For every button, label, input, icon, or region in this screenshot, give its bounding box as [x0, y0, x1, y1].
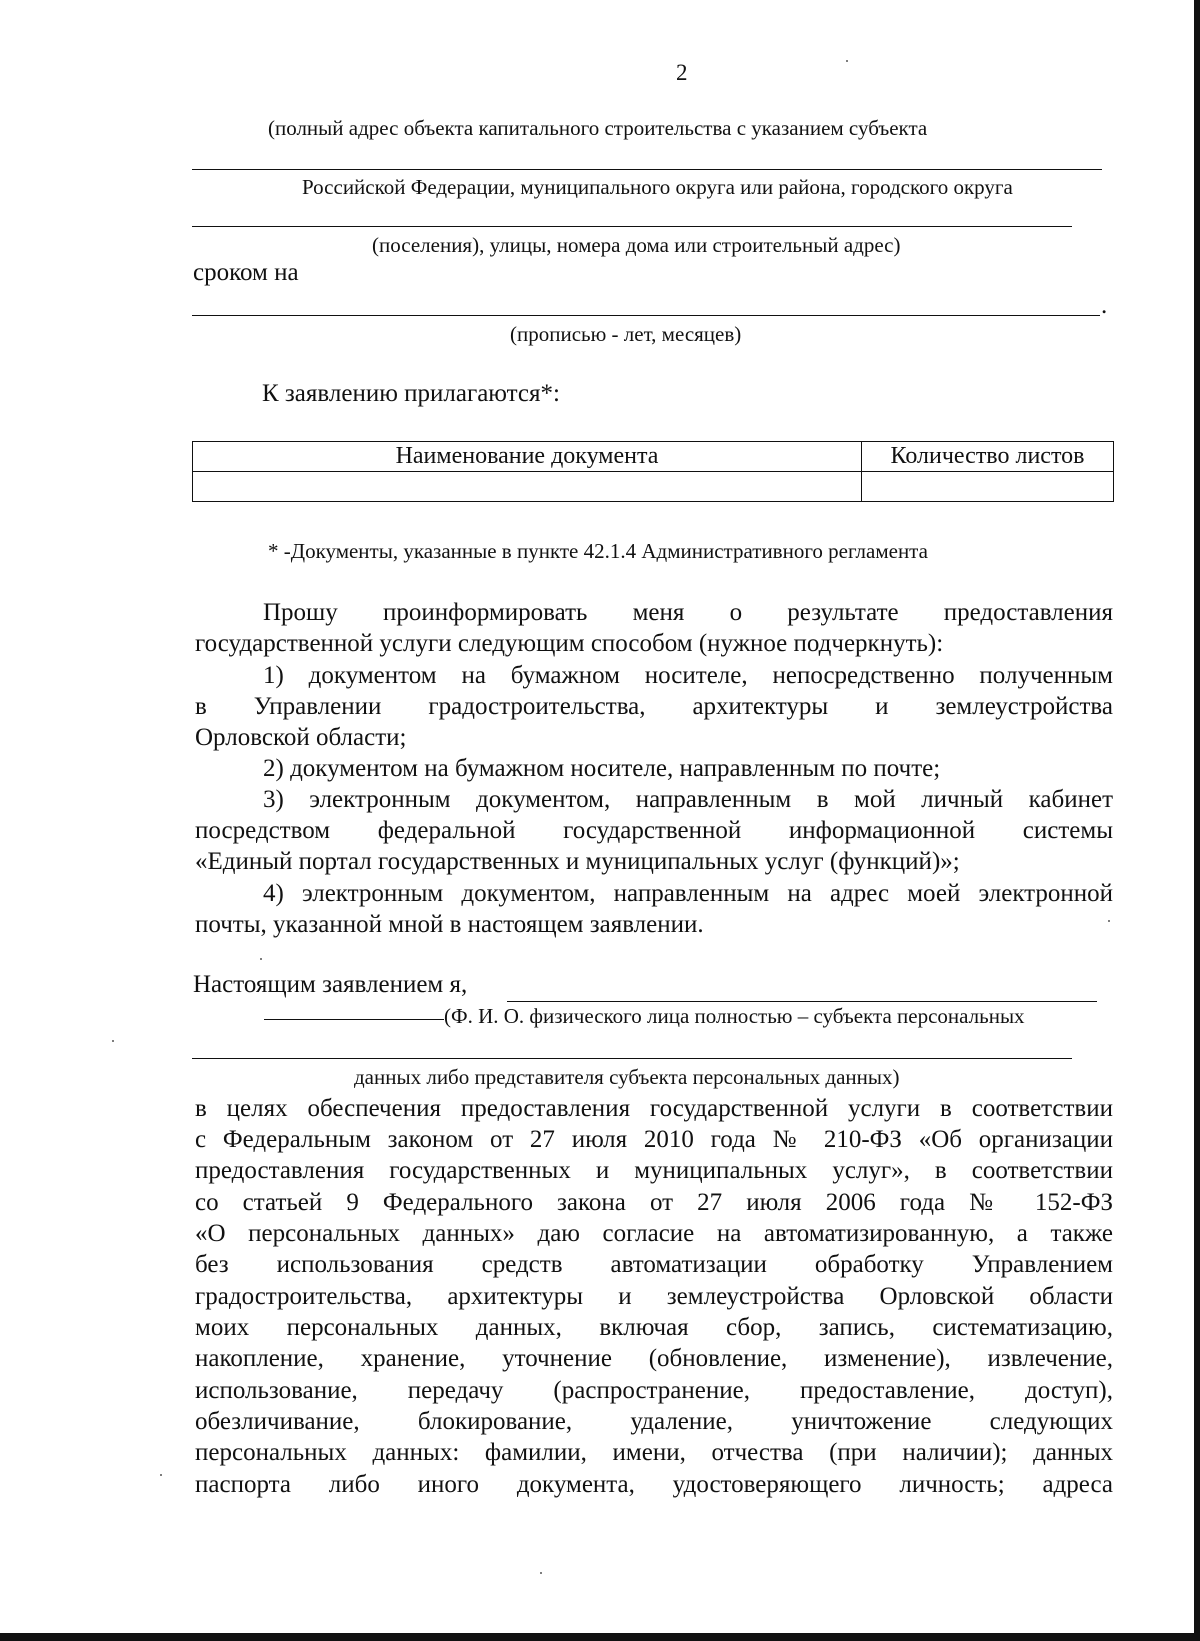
option-2: 2) документом на бумажном носителе, направленным по почте; — [263, 755, 941, 782]
scan-speck — [540, 1572, 542, 1574]
col-sheets-header: Количество листов — [862, 442, 1114, 472]
consent-line: обезличивание, блокирование, удаление, уничтожение следующих — [195, 1408, 1113, 1435]
term-hint: (прописью - лет, месяцев) — [510, 322, 742, 346]
consent-line: в целях обеспечения предоставления государственной услуги в соответствии — [195, 1095, 1113, 1122]
consent-line: с Федеральным законом от 27 июля 2010 года № 210-ФЗ «Об организации — [195, 1126, 1113, 1153]
consent-intro: Настоящим заявлением я, — [193, 971, 468, 998]
option-1-line-3: Орловской области; — [195, 724, 407, 751]
option-4-line-2: почты, указанной мной в настоящем заявлении. — [195, 911, 704, 938]
person-hint-1: (Ф. И. О. физического лица полностью – субъекта персональных — [444, 1004, 1025, 1028]
address-hint-3: (поселения), улицы, номера дома или строительный адрес) — [372, 233, 901, 257]
scan-bottom-edge — [0, 1633, 1200, 1641]
option-1-line-2: в Управлении градостроительства, архитектуры и землеустройства — [195, 693, 1113, 720]
scan-speck — [846, 60, 848, 62]
consent-line: накопление, хранение, уточнение (обновление, изменение), извлечение, — [195, 1345, 1113, 1372]
scan-speck — [1108, 920, 1110, 922]
name-fill-line-lead — [264, 1019, 444, 1020]
option-3-line-1: 3) электронным документом, направленным в мой личный кабинет — [263, 786, 1113, 813]
consent-line: персональных данных: фамилии, имени, отчества (при наличии); данных — [195, 1439, 1113, 1466]
consent-line: без использования средств автоматизации обработку Управлением — [195, 1251, 1113, 1278]
person-hint-2: данных либо представителя субъекта персональных данных) — [354, 1065, 900, 1089]
col-name-header: Наименование документа — [193, 442, 862, 472]
address-hint-2: Российской Федерации, муниципального округа или района, городского округа — [302, 175, 1013, 199]
inform-request-paragraph — [195, 597, 1113, 628]
scan-speck — [260, 958, 262, 960]
name-fill-line — [507, 1001, 1097, 1002]
option-3-line-2: посредством федеральной государственной информационной системы — [195, 817, 1113, 844]
consent-line: «О персональных данных» даю согласие на автоматизированную, а также — [195, 1220, 1113, 1247]
table-cell-name — [193, 472, 862, 502]
consent-line: моих персональных данных, включая сбор, запись, систематизацию, — [195, 1314, 1113, 1341]
attachments-label: К заявлению прилагаются*: — [262, 380, 560, 407]
option-3-line-3: «Единый портал государственных и муниципальных услуг (функций)»; — [195, 848, 960, 875]
consent-line: использование, передачу (распространение, предоставление, доступ), — [195, 1377, 1113, 1404]
name-fill-line-2 — [192, 1058, 1072, 1059]
inform-request-line-1: Прошу проинформировать меня о результате предоставления — [263, 599, 1113, 626]
consent-line: паспорта либо иного документа, удостоверяющего личность; адреса — [195, 1471, 1113, 1498]
table-row — [193, 472, 1114, 502]
address-hint-1: (полный адрес объекта капитального строительства с указанием субъекта — [268, 116, 928, 140]
scan-edge — [1194, 0, 1200, 1641]
scan-speck — [112, 1040, 114, 1042]
option-4-line-1: 4) электронным документом, направленным на адрес моей электронной — [263, 880, 1113, 907]
table-header-row — [193, 442, 1114, 472]
attachments-table — [192, 441, 1114, 502]
consent-line: предоставления государственных и муниципальных услуг», в соответствии — [195, 1157, 1113, 1184]
scan-speck — [160, 1474, 162, 1476]
option-1-line-1: 1) документом на бумажном носителе, непосредственно полученным — [263, 662, 1113, 689]
inform-request-line-2: государственной услуги следующим способом (нужное подчеркнуть): — [195, 630, 944, 657]
consent-line: со статьей 9 Федерального закона от 27 июля 2006 года № 152-ФЗ — [195, 1189, 1113, 1216]
table-cell-sheets — [862, 472, 1114, 502]
consent-line: градостроительства, архитектуры и землеустройства Орловской области — [195, 1283, 1113, 1310]
footnote: * -Документы, указанные в пункте 42.1.4 Административного регламента — [268, 539, 928, 563]
page-number: 2 — [676, 60, 688, 85]
address-fill-line-1 — [192, 169, 1102, 170]
term-end-mark: . — [1101, 292, 1108, 319]
term-fill-line — [192, 315, 1100, 316]
term-label: сроком на — [193, 259, 299, 286]
address-fill-line-2 — [192, 226, 1072, 227]
